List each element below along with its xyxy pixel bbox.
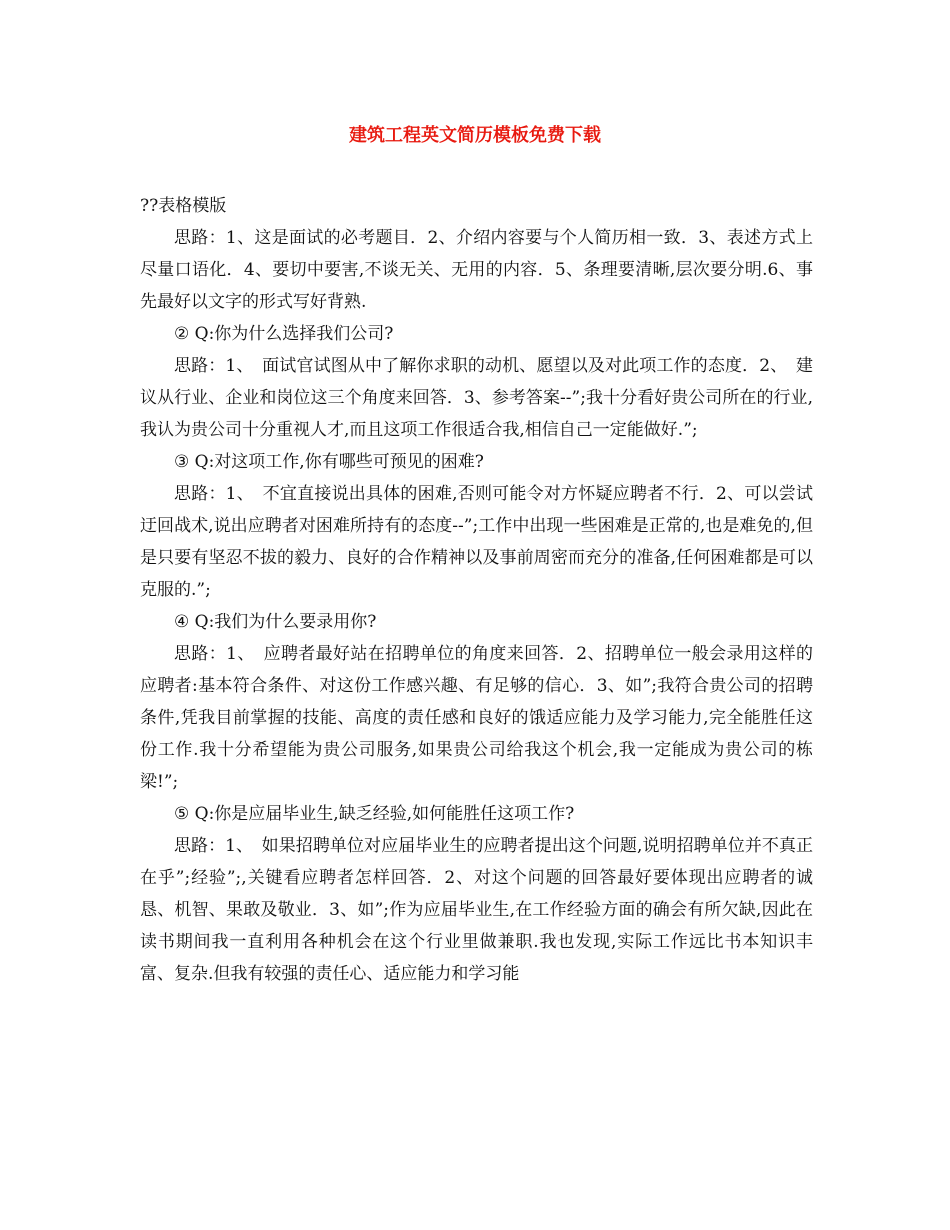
paragraph: 思路：1、 不宜直接说出具体的困难,否则可能令对方怀疑应聘者不行．2、可以尝试迂回战术,说出应聘者对困难所持有的态度--”;工作中出现一些困难是正常的,也是难免的,但是只要有坚忍不拔的毅力、良好的合作精神以及事前周密而充分的准备,任何困难都是可以克服的.”; — [140, 484, 813, 600]
question-heading: ② Q:你为什么选择我们公司? — [174, 324, 394, 344]
question-heading: ④ Q:我们为什么要录用你? — [174, 612, 377, 632]
paragraph: 思路：1、 面试官试图从中了解你求职的动机、愿望以及对此项工作的态度．2、 建议从行业、企业和岗位这三个角度来回答．3、参考答案--”;我十分看好贵公司所在的行业,我认为贵公司十分重视人才,而且这项工作很适合我,相信自己一定能做好.”; — [140, 356, 813, 440]
paragraph: 思路：1、 应聘者最好站在招聘单位的角度来回答．2、招聘单位一般会录用这样的应聘者:基本符合条件、对这份工作感兴趣、有足够的信心．3、如”;我符合贵公司的招聘条件,凭我目前掌握的技能、高度的责任感和良好的饿适应能力及学习能力,完全能胜任这份工作.我十分希望能为贵公司服务,如果贵公司给我这个机会,我一定能成为贵公司的栋梁!”; — [140, 644, 813, 792]
paragraph: 思路：1、这是面试的必考题目．2、介绍内容要与个人简历相一致．3、表述方式上尽量口语化．4、要切中要害,不谈无关、无用的内容．5、条理要清晰,层次要分明.6、事先最好以文字的形式写好背熟. — [140, 228, 813, 312]
question-heading: ⑤ Q:你是应届毕业生,缺乏经验,如何能胜任这项工作? — [174, 804, 575, 824]
document-title: 建筑工程英文简历模板免费下载 — [349, 125, 601, 146]
question-heading: ③ Q:对这项工作,你有哪些可预见的困难? — [174, 452, 484, 472]
paragraph: ??表格模版 — [140, 196, 227, 216]
document-body — [140, 190, 813, 990]
paragraph: 思路：1、 如果招聘单位对应届毕业生的应聘者提出这个问题,说明招聘单位并不真正在乎”;经验”;,关键看应聘者怎样回答．2、对这个问题的回答最好要体现出应聘者的诚恳、机智、果敢及敬业．3、如”;作为应届毕业生,在工作经验方面的确会有所欠缺,因此在读书期间我一直利用各种机会在这个行业里做兼职.我也发现,实际工作远比书本知识丰富、复杂.但我有较强的责任心、适应能力和学习能 — [140, 836, 813, 984]
